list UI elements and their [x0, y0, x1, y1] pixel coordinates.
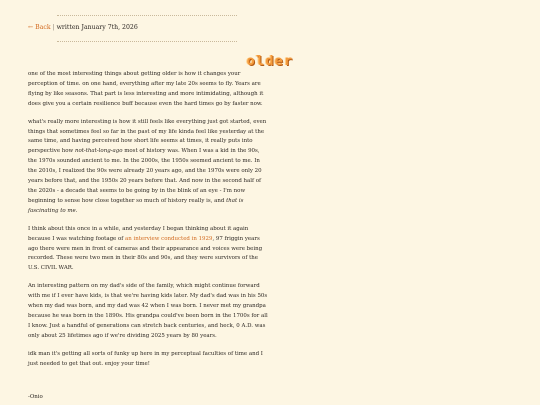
post-body	[28, 70, 268, 377]
back-link[interactable]: ← Back	[28, 24, 51, 31]
title-container	[0, 50, 540, 69]
paragraph-4: An interesting pattern on my dad's side of the family, which might continue forward with me if I ever have kids, is that we're having kids later. My dad's dad was in his 50s when my dad was born, and my dad was 42 when I was born. I never met my grandpa because he was born in the 1890s. His grandpa could've been born in the 1700s for all I know. Just a handful of generations can stretch back centuries, and heck, 0 A.D. was only about 25 lifetimes ago if we're dividing 2025 years by 80 years.	[28, 283, 268, 339]
p3-text-a: I think about this once in a while, and yesterday I began thinking about it again because I was watching footage of	[28, 225, 249, 242]
p2-emphasis-1: not-that-long-ago	[74, 148, 123, 155]
paragraph-2	[28, 118, 268, 217]
paragraph-1: one of the most interesting things about getting older is how it changes your perception of time. on one hand, everything after my late 20s seems to fly. Years are flying by like seasons. That part is less interesting and more intimidating, although it does give you a certain resilience buff because even the hard times go by faster now.	[28, 71, 264, 107]
paragraph-5: idk man it's getting all sorts of funky up here in my perceptual faculties of time and I just needed to get that out. enjoy your time!	[28, 350, 263, 367]
paragraph-3	[28, 225, 268, 275]
header-divider	[57, 41, 237, 42]
interview-link[interactable]: an interview conducted in 1929	[125, 235, 213, 242]
p2-text-b: most of history was. When I was a kid in the 90s, the 1970s sounded ancient to me. In the 2000s, the 1950s seemed ancient to me. In the 2010s, I realized the 90s were already 20 years ago, and the 1970s were only 20 years before that, and the 1950s 20 years before that. And now in the second half of the 2020s - a decade that seems to be going by in the blink of an eye - I'm now beginning to sense how close together so much of history really is, and	[28, 148, 262, 204]
top-divider	[57, 15, 237, 16]
nav-separator: |	[52, 24, 55, 31]
p2-emphasis-2: that is fascinating to me.	[28, 197, 244, 214]
post-nav	[28, 24, 138, 32]
p3-text-b: , 97 friggin years ago there were men in front of cameras and their appearance and voices were being recorded. These were two men in their 80s and 90s, and they were survivors of the U.S. CIVIL WAR.	[28, 235, 263, 272]
p2-text-a: what's really more interesting is how it still feels like everything just got started, even things that sometimes feel so far in the past of my life kinda feel like yesterday at the same time, and having perceived how short life seems at times, it really puts into perspective how	[28, 118, 267, 155]
post-title: older	[246, 53, 294, 69]
signature: -Onio	[28, 394, 43, 400]
post-date: written January 7th, 2026	[56, 24, 138, 31]
